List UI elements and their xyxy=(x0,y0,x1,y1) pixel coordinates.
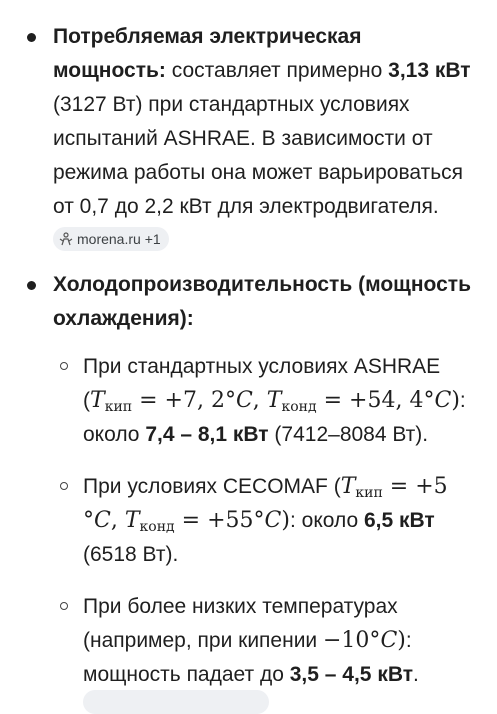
bullet-icon xyxy=(27,281,36,290)
math-paren: ) xyxy=(397,628,406,653)
math-unit: C xyxy=(235,388,253,413)
source-chip-partial[interactable] xyxy=(83,690,269,714)
math-symbol: T xyxy=(340,474,356,499)
item-value: 3,13 кВт xyxy=(388,59,471,82)
math-formula xyxy=(90,388,460,413)
math-subscript: конд xyxy=(281,399,317,415)
sub-item-ashrae xyxy=(0,350,497,452)
math-unit: C xyxy=(380,628,398,653)
sub-bullet-icon xyxy=(60,602,68,610)
math-unit: C xyxy=(94,508,111,533)
item-text: (3127 Вт) при стандартных условиях испытаний ASHRAE. В зависимости от режима работы она может варьироваться от 0,7 до 2,2 кВт для электродвигателя. xyxy=(53,93,464,218)
math-subscript: кип xyxy=(355,485,383,501)
math-paren: ) xyxy=(281,508,290,533)
sub-item-cecomaf xyxy=(0,470,497,572)
bullet-icon xyxy=(27,33,36,42)
item-text: составляет примерно xyxy=(165,59,389,82)
sub-item-text: : около xyxy=(289,509,364,532)
sub-item-text: При условиях CECOMAF ( xyxy=(83,475,341,498)
source-chip-label: morena.ru +1 xyxy=(77,231,161,248)
robot-icon xyxy=(59,232,73,246)
math-subscript: кип xyxy=(104,399,133,415)
math-sep: , xyxy=(110,508,125,533)
sub-item-text: (7412–8084 Вт). xyxy=(268,423,429,446)
math-symbol: T xyxy=(266,388,282,413)
sub-item-text: . xyxy=(413,663,419,686)
sub-item-value: 7,4 – 8,1 кВт xyxy=(145,423,269,446)
item-label: Потребляемая электрическая мощность: xyxy=(53,25,362,82)
sub-item-text: : мощность падает до xyxy=(83,629,412,686)
sub-item-value: 3,5 – 4,5 кВт xyxy=(289,663,414,686)
list-item-cooling-capacity xyxy=(0,268,497,336)
sub-item-text: При более низких температурах (например, при кипении xyxy=(83,595,398,652)
math-value: = +55° xyxy=(174,508,265,533)
sub-item-text: При стандартных условиях ASHRAE ( xyxy=(83,355,441,412)
sub-item-low-temp xyxy=(0,590,497,692)
math-subscript: конд xyxy=(139,519,175,535)
list-item-power-consumption xyxy=(0,20,497,258)
source-chip[interactable] xyxy=(53,227,169,251)
sub-item-value: 6,5 кВт xyxy=(363,509,435,532)
math-value: = +54, 4° xyxy=(316,388,435,413)
math-formula xyxy=(323,628,406,653)
sub-bullet-icon xyxy=(60,362,68,370)
math-value: = +7, 2° xyxy=(132,388,236,413)
sub-item-text: (6518 Вт). xyxy=(83,543,179,566)
math-value: −10° xyxy=(323,628,381,653)
math-value: = +5 ° xyxy=(83,474,448,533)
item-label: Холодопроизводительность (мощность охлаждения): xyxy=(53,273,471,330)
math-sep: , xyxy=(252,388,267,413)
math-symbol: T xyxy=(124,508,140,533)
math-symbol: T xyxy=(90,388,105,413)
math-unit: C xyxy=(434,388,452,413)
math-paren: ) xyxy=(451,388,460,413)
sub-bullet-icon xyxy=(60,482,68,490)
math-unit: C xyxy=(264,508,282,533)
sub-item-text: : около xyxy=(83,389,466,446)
